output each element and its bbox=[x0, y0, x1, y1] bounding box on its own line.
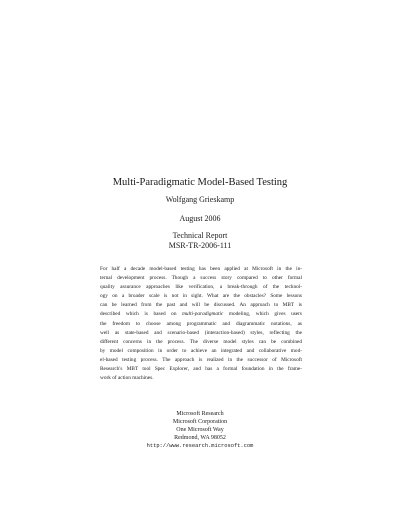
address-street: One Microsoft Way bbox=[176, 427, 224, 434]
abstract-line: el-based testing process. The approach is realized in the successor of Microsoft bbox=[100, 356, 302, 363]
report-author: Wolfgang Grieskamp bbox=[165, 195, 235, 204]
address-org: Microsoft Research bbox=[176, 411, 224, 417]
report-title: Multi-Paradigmatic Model-Based Testing bbox=[112, 177, 288, 188]
report-date: August 2006 bbox=[179, 214, 221, 223]
abstract-line: can be learned from the past and will be discussed. An approach to MBT is bbox=[100, 302, 302, 309]
address-block bbox=[0, 410, 400, 450]
abstract-line: Research's MBT tool Spec Explorer, and has a formal foundation in the frame- bbox=[100, 366, 302, 373]
report-number: MSR-TR-2006-111 bbox=[168, 241, 232, 250]
abstract-line: work of action machines. bbox=[100, 375, 154, 382]
abstract-line: quality assurance approaches like verification, a break-through of the technol- bbox=[100, 284, 302, 291]
abstract-line: ogy on a broader scale is not in sight. What are the obstacles? Some lessons bbox=[100, 293, 302, 300]
abstract-line: the freedom to choose among programmatic and diagrammatic notations, as bbox=[100, 320, 302, 327]
abstract bbox=[100, 265, 302, 383]
address-url-link[interactable]: http://www.research.microsoft.com bbox=[146, 443, 254, 450]
address-city: Redmond, WA 98052 bbox=[174, 435, 226, 442]
abstract-line: by model composition in order to achieve an integrated and collaborative mod- bbox=[100, 347, 302, 354]
abstract-line: ternal development process. Though a success story compared to other formal bbox=[100, 275, 302, 282]
address-corp: Microsoft Corporation bbox=[172, 419, 228, 426]
abstract-line: well as state-based and scenario-based (interaction-based) styles, reflecting the bbox=[100, 329, 302, 336]
abstract-line: described which is based on multi-paradigmatic modeling, which gives users bbox=[100, 311, 302, 318]
emphasis-term: multi-paradigmatic bbox=[182, 311, 224, 318]
report-type: Technical Report bbox=[172, 231, 228, 240]
abstract-line: For half a decade model-based testing has been applied at Microsoft in the in- bbox=[100, 266, 302, 272]
abstract-line: different concerns in the process. The diverse model styles can be combined bbox=[100, 338, 302, 345]
